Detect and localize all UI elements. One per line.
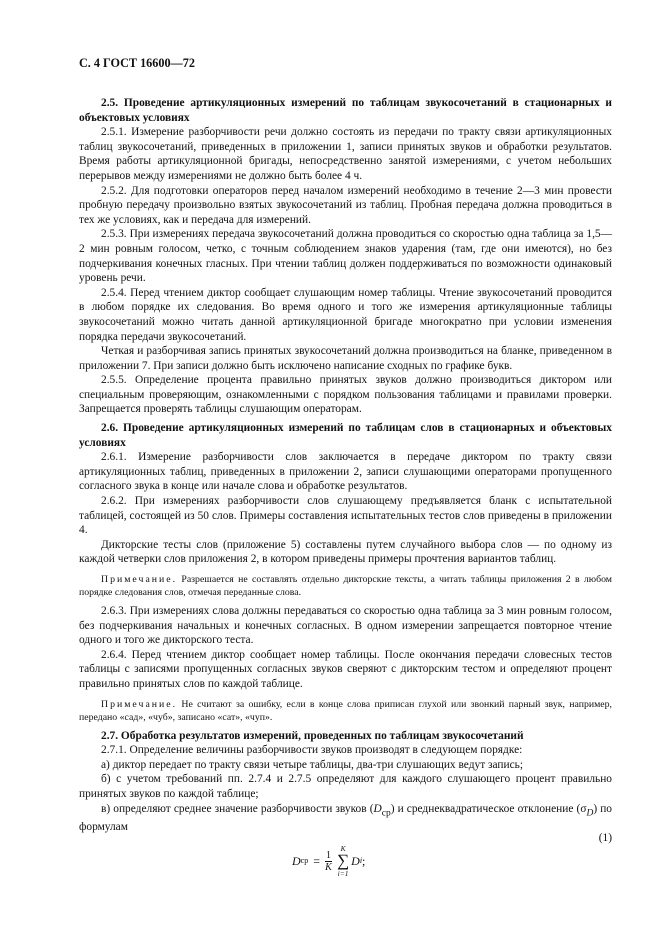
list-item-b: б) с учетом требований пп. 2.7.4 и 2.7.5 определяют для каждого слушающего процент правильно принятых звуков по каждой таблице; bbox=[79, 773, 612, 800]
note-1-label: Примечание. bbox=[101, 574, 178, 585]
paragraph-2-6-1: 2.6.1. Измерение разборчивости слов заключается в передаче диктором по тракту связи артикуляционных таблиц, приведенных в приложении 2, записи слушающими операторами пропущенного согласного звука в конце или начале слова и обработке результатов. bbox=[79, 451, 612, 493]
formula-lhs: D bbox=[292, 853, 301, 868]
formula-fraction bbox=[325, 850, 332, 873]
summation bbox=[337, 844, 349, 878]
page-header: С. 4 ГОСТ 16600—72 bbox=[79, 56, 195, 70]
paragraph-2-5-1: 2.5.1. Измерение разборчивости речи должно состоять из передачи по тракту связи артикуляционных таблиц звукосочетаний, приведенных в приложении 1, записи принятых звуков и обработки результатов. Время работы артикуляционной бригады, непосредственно занятой измерениями, с учетом небольших перерывов между измерениями не должно быть более 4 ч. bbox=[79, 126, 612, 182]
paragraph-2-5-5: 2.5.5. Определение процента правильно принятых звуков должно производиться диктором или специальным проверяющим, ознакомленными с порядком пользования таблицами и правилами проверки. Запрещается проверять таблицы слушающим операторам. bbox=[79, 374, 612, 416]
formula-lhs-subscript: ср bbox=[300, 855, 309, 865]
symbol-sigma: σ bbox=[580, 802, 587, 815]
formula-1 bbox=[292, 841, 365, 881]
section-heading-2-5: 2.5. Проведение артикуляционных измерений по таблицам звукосочетаний в стационарных и объектовых условиях bbox=[79, 97, 612, 124]
paragraph-2-6-2-continued: Дикторские тесты слов (приложение 5) составлены путем случайного выбора слов — по одному из каждой четверки слов приложения 2, в котором приведены примеры прочтения вариантов таблиц. bbox=[79, 538, 612, 566]
section-heading-2-7: 2.7. Обработка результатов измерений, проведенных по таблицам звукосочетаний bbox=[101, 729, 524, 742]
formula-tail: ; bbox=[362, 853, 366, 868]
fraction-numerator: 1 bbox=[326, 849, 332, 861]
list-item-a: а) диктор передает по тракту связи четыре таблицы, два-три слушающих ведут запись; bbox=[101, 758, 524, 771]
paragraph-2-5-2: 2.5.2. Для подготовки операторов перед началом измерений необходимо в течение 2—3 мин провести пробную передачу произвольно взятых звукосочетаний из таблиц. Пробная передача должна проводиться в тех же условиях, как и передача для измерений. bbox=[79, 184, 612, 226]
paragraph-2-6-3: 2.6.3. При измерениях слова должны передаваться со скоростью одна таблица за 3 мин ровным голосом, без подчеркивания начальных и конечных согласных. В одном измерении запрещается повторное чтение одного и того же дикторского теста. bbox=[79, 605, 612, 647]
fraction-denominator: K bbox=[325, 861, 332, 873]
sigma-sum-icon: ∑ bbox=[337, 851, 350, 870]
formula-equals: = bbox=[313, 853, 321, 868]
symbol-d: D bbox=[373, 802, 382, 815]
formula-term: D bbox=[351, 853, 360, 868]
sum-upper-limit: K bbox=[340, 844, 346, 853]
paragraph-2-5-4: 2.5.4. Перед чтением диктор сообщает слушающим номер таблицы. Чтение звукосочетаний проводится в любом порядке их следования. Во время одного и того же измерения артикуляционные таблицы звукосочетаний можно читать данной артикуляционной бригаде многократно при условии изменения порядка передачи звукосочетаний. bbox=[79, 286, 612, 343]
document-body bbox=[79, 96, 612, 889]
note-2 bbox=[79, 698, 612, 724]
paragraph-2-7-1: 2.7.1. Определение величины разборчивости звуков производят в следующем порядке: bbox=[101, 744, 523, 757]
note-2-text: Не считают за ошибку, если в конце слова приписан глухой или звонкий парный звук, например, передано «сад», «чуб», записано «сат», «чуп». bbox=[79, 698, 612, 723]
note-1 bbox=[79, 573, 612, 599]
formula-term-subscript: i bbox=[359, 855, 363, 865]
formula-1-row bbox=[79, 832, 612, 889]
paragraph-2-5-4-continued: Четкая и разборчивая запись принятых звукосочетаний должна производиться на бланке, приведенном в приложении 7. При записи должно быть исключено написание сходных по графике букв. bbox=[79, 345, 612, 372]
paragraph-2-6-4: 2.6.4. Перед чтением диктор сообщает номер таблицы. После окончания передачи словесных тестов таблицы с записями пропущенных согласных звуков сверяют с дикторским тестом и определяют процент правильно принятых слов по каждой таблице. bbox=[79, 648, 612, 690]
note-1-text: Разрешается не составлять отдельно дикторские тексты, а читать таблицы приложения 2 в любом порядке следования слов, отмечая переданные слова. bbox=[79, 574, 612, 598]
note-2-label: Примечание. bbox=[101, 698, 178, 710]
sum-lower-limit: i=1 bbox=[337, 869, 349, 878]
paragraph-2-6-2: 2.6.2. При измерениях разборчивости слов слушающему предъявляется бланк с испытательной таблицей, состоящей из 50 слов. Примеры составления испытательных тестов слов приведены в приложении 4. bbox=[79, 495, 612, 537]
list-item-c: в) определяют среднее значение разборчивости звуков $(D_{ср})$ и среднеквадратическое отклонение $(\sigma_D)$ по формулам bbox=[79, 802, 613, 834]
section-heading-2-6: 2.6. Проведение артикуляционных измерений по таблицам слов в стационарных и объектовых условиях bbox=[79, 422, 612, 449]
paragraph-2-5-3: 2.5.3. При измерениях передача звукосочетаний должна проводиться со скоростью одна таблица за 1,5—2 мин ровным голосом, четко, с точным соблюдением знаков ударения (там, где они имеются), но без подчеркивания конечных гласных. При чтении таблиц должен поддерживаться по возможности одинаковый уровень речи. bbox=[79, 228, 612, 285]
equation-number: (1) bbox=[598, 832, 612, 844]
